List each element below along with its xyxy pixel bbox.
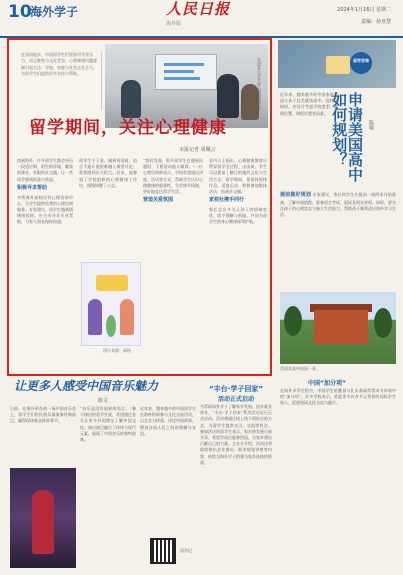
sidebar-column-1: 近年来，越来越多的中国家庭考虑让孩子赴美就读高中。选择学校时，应综合考虑学校类型、地理位置、课程设置等因素。 bbox=[280, 92, 338, 116]
column-text: 专家建议，家长和学生应提前一到两年开始准备，了解申请流程，准备语言考试、面试及相关材料。同时，要关注孩子的心理状态与独立生活能力，帮助孩子顺利适应海外学习生活。 bbox=[280, 192, 396, 218]
subheading: 家校社携手同行 bbox=[209, 197, 245, 204]
feature-illustration bbox=[81, 262, 141, 346]
sidebar-subheadline: 中国“加分项” bbox=[308, 380, 346, 387]
tree bbox=[374, 308, 392, 338]
feature-column-2: 留学生小王说，刚到英国时，语言不通让他很难融入课堂讨论，常常感到压力很大。后来，他参加了学校组织的心理健康工作坊，慢慢调整了心态。 bbox=[79, 158, 137, 188]
plant-icon bbox=[106, 315, 116, 337]
activity-headline: “丰台·学子回家” bbox=[209, 385, 263, 393]
tree bbox=[284, 306, 302, 336]
consult-badge-label: 留学咨询 bbox=[353, 58, 369, 63]
book-icon bbox=[326, 56, 350, 74]
qr-code bbox=[150, 538, 176, 564]
feature-intro: 在异国他乡，中国留学生们要面对学业压力、语言壁垒与文化差异，心理健康问题逐渐引起关注。学校、家庭与社会正在合力，为留学生们提供更多支持与帮助。 bbox=[21, 52, 102, 110]
qr-label: 留学记 bbox=[180, 548, 192, 553]
illustration-caption: 图片来源：网络 bbox=[103, 348, 131, 353]
projector-screen bbox=[155, 54, 217, 90]
person-figure bbox=[217, 74, 239, 118]
newspaper-logo: 人民日报 bbox=[166, 0, 231, 18]
subheading: 营造关爱氛围 bbox=[143, 197, 174, 204]
sidebar-column-3: 在海外求学过程中，中国学生的勤奋与扎实基础常常成为申请中的“加分项”。许多学校表示，欢迎更多具有多元背景的国际学生加入，促进校园文化交流与融合。 bbox=[280, 388, 396, 406]
column-text: 业内人士指出，心理健康教育应贯穿留学全过程。出国前，学生可以提前了解目的地的文化与生活方式；留学期间，要保持规律作息，适度运动，积极参加集体活动，拓展社交圈。 bbox=[209, 158, 267, 194]
school-building bbox=[314, 310, 368, 344]
edition-label: 海外版 bbox=[166, 21, 182, 27]
screen-line bbox=[164, 77, 200, 80]
column-text: 初到海外，许多留学生都会经历一段适应期。陌生的环境、繁重的课业、有限的社交圈，让一些同学感到孤独与焦虑。 bbox=[17, 158, 73, 182]
feature-column-3 bbox=[143, 158, 203, 372]
date-line: 2024年1月16日 星期二 bbox=[337, 7, 391, 13]
column-text: 为帮助海外学子了解家乡发展、回乡就业创业，“丰台·学子回家”系列活动近日正式启动。活动将通过线上线下相结合的方式，为留学生提供实习、交流等机会。 bbox=[200, 404, 272, 428]
music-headline: 让更多人感受中国音乐魅力 bbox=[14, 379, 159, 393]
sign-board bbox=[96, 275, 128, 291]
feature-article bbox=[7, 38, 272, 376]
music-column-1: 日前，在海外举办的一场中国音乐会上，留学生们用民族乐器演奏经典曲目，赢得现场观众阵阵掌声。 bbox=[10, 406, 76, 424]
performer-figure bbox=[32, 490, 54, 554]
sidebar-photo bbox=[278, 40, 396, 88]
feature-column-1 bbox=[17, 158, 73, 372]
feature-byline: 本报记者 周佩言 bbox=[179, 147, 216, 153]
column-text: 家长也应多关心孩子的情绪变化，给予理解与鼓励，共同为留学生的身心健康保驾护航。 bbox=[209, 206, 267, 225]
column-text: “我们发现，很多留学生在遇到问题时，不愿意向他人倾诉。”一位心理咨询师表示，学校希望通过讲座、活动等方式，帮助学生认识心理健康的重要性，学会调节情绪，更好地度过留学生活。 bbox=[143, 158, 203, 194]
feature-headline: 留学期间，关注心理健康 bbox=[29, 118, 227, 138]
sidebar-headline: 申请美国高中如何规划？ bbox=[330, 92, 364, 182]
column-text: 多所海外高校设有心理咨询中心，为学生提供免费的心理咨询服务。专家建议，留学生遇到情绪困扰时，应主动寻求专业帮助，与家人朋友保持沟通。 bbox=[17, 194, 73, 225]
cartoon-figure bbox=[120, 299, 134, 335]
campus-caption: 美国某高中校园一景。 bbox=[280, 366, 320, 371]
music-column-2: “音乐是没有国界的语言。”参与演出的留学生说，希望通过音乐让更多外国朋友了解中国文化。演出曲目融合了传统与现代元素，展现了中国音乐的独特韵味。 bbox=[80, 406, 136, 442]
sidebar-column-2 bbox=[280, 192, 396, 288]
cartoon-figure bbox=[88, 299, 102, 335]
music-column-3: 近年来，越来越多的中国留学生在海外积极参与文化交流活动，以艺术为桥梁，讲述中国故事，增进各国人民之间的理解与友谊。 bbox=[140, 406, 196, 436]
performer-photo bbox=[10, 468, 76, 568]
screen-line bbox=[164, 63, 204, 66]
subheading: 积极寻求帮助 bbox=[17, 184, 48, 191]
feature-photo bbox=[105, 44, 268, 128]
subheading: 提前做好规划 bbox=[280, 192, 312, 198]
section-title: 海外学子 bbox=[30, 5, 79, 19]
sidebar-author: 陈敏 bbox=[368, 120, 374, 130]
page-number: 10 bbox=[8, 2, 32, 22]
column-text: 参加活动的留学生表示，家乡的发展日新月异，希望学成后能够回国，为家乡建设贡献自己的力量。主办方介绍，活动还将陆续推出企业参访、职业规划讲座等内容，持续为海外学子搭建与家乡连接的桥梁。 bbox=[200, 428, 272, 465]
activity-column bbox=[200, 404, 272, 554]
feature-column-4 bbox=[209, 158, 267, 372]
activity-subheadline: 活动正式启动 bbox=[217, 396, 254, 403]
campus-photo bbox=[280, 292, 396, 364]
person-figure bbox=[121, 80, 141, 118]
music-author: 陈文 bbox=[98, 398, 109, 404]
screen-line bbox=[164, 70, 194, 73]
editor-note: 责编：孙亚慧 bbox=[360, 19, 391, 25]
masthead bbox=[0, 0, 403, 38]
photo-caption: 英国某大学开展心理健康讲座。 bbox=[257, 58, 262, 114]
